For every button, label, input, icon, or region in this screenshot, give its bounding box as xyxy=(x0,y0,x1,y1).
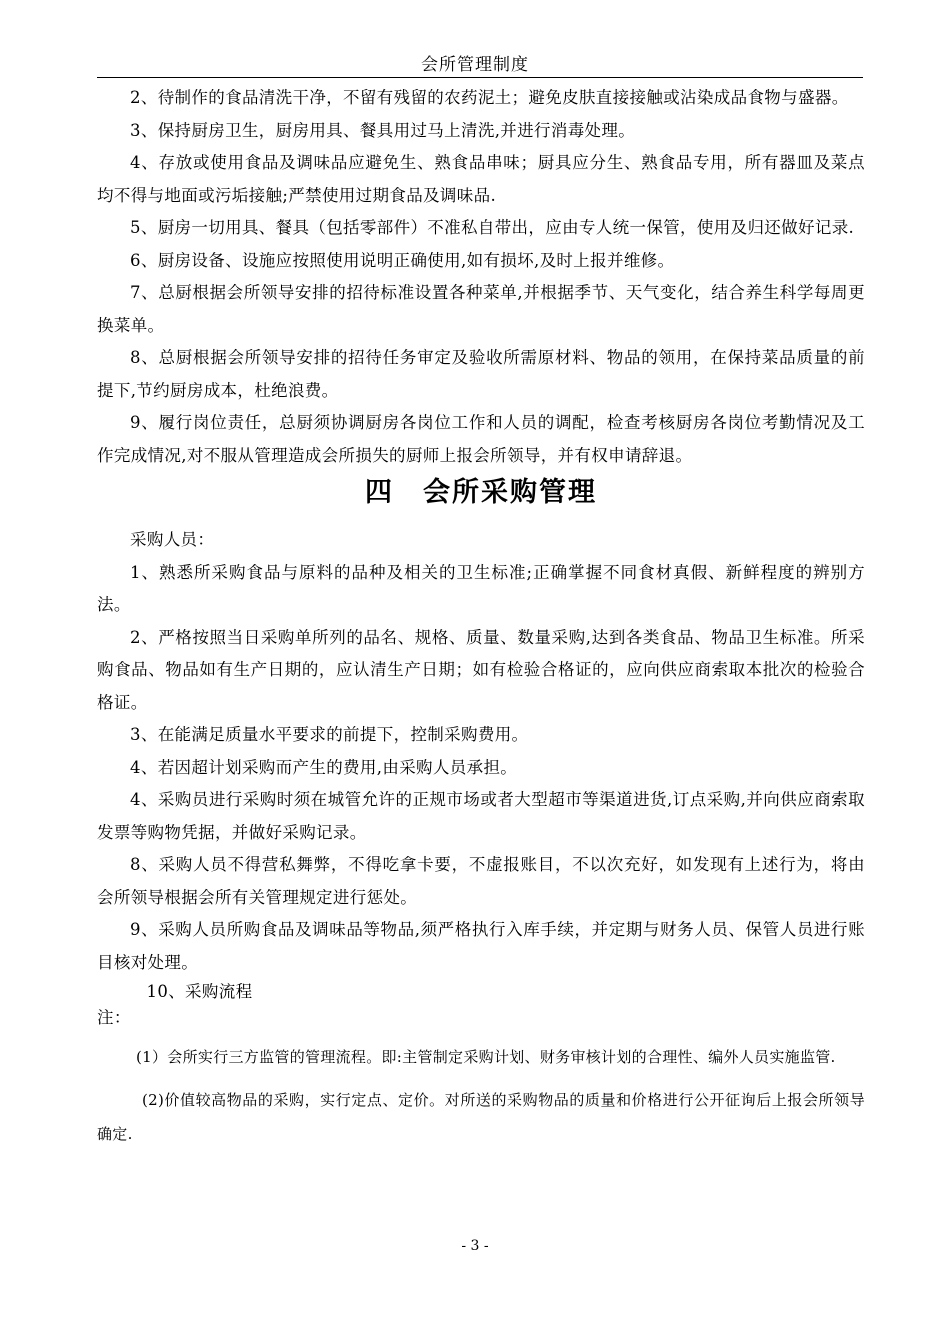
paragraph-item: 3、保持厨房卫生，厨房用具、餐具用过马上清洗,并进行消毒处理。 xyxy=(130,120,636,140)
paragraph-item: 2、严格按照当日采购单所列的品名、规格、质量、数量采购,达到各类食品、物品卫生标准。所采购食品、物品如有生产日期的，应认清生产日期；如有检验合格证的，应向供应商索取本批次的检验合格证。 xyxy=(97,627,865,712)
section-title: 四 会所采购管理 xyxy=(365,477,597,508)
paragraph-item: 8、总厨根据会所领导安排的招待任务审定及验收所需原材料、物品的领用，在保持菜品质量的前提下,节约厨房成本，杜绝浪费。 xyxy=(97,348,865,400)
paragraph-item: 9、履行岗位责任，总厨须协调厨房各岗位工作和人员的调配，检查考核厨房各岗位考勤情况及工作完成情况,对不服从管理造成会所损失的厨师上报会所领导，并有权申请辞退。 xyxy=(97,413,865,465)
paragraph-item: 5、厨房一切用具、餐具（包括零部件）不准私自带出，应由专人统一保管，使用及归还做好记录. xyxy=(130,218,855,237)
note-label: 注： xyxy=(97,1008,131,1027)
note-item-2: (2)价值较高物品的采购，实行定点、定价。对所送的采购物品的质量和价格进行公开征询后上报会所领导确定. xyxy=(97,1091,865,1143)
paragraph-item: 3、在能满足质量水平要求的前提下，控制采购费用。 xyxy=(130,725,529,744)
paragraph-item: 4、存放或使用食品及调味品应避免生、熟食品串味；厨具应分生、熟食品专用，所有器皿及菜点均不得与地面或污垢接触;严禁使用过期食品及调味品. xyxy=(97,153,865,205)
document-body xyxy=(97,82,865,1151)
paragraph-item: 8、采购人员不得营私舞弊，不得吃拿卡要，不虚报账目，不以次充好，如发现有上述行为，将由会所领导根据会所有关管理规定进行惩处。 xyxy=(97,855,865,907)
paragraph-item: 1、熟悉所采购食品与原料的品种及相关的卫生标准;正确掌握不同食材真假、新鲜程度的辨别方法。 xyxy=(97,562,865,614)
paragraph-item: 4、采购员进行采购时须在城管允许的正规市场或者大型超市等渠道进货,订点采购,并向供应商索取发票等购物凭据，并做好采购记录。 xyxy=(97,790,865,842)
page-number: - 3 - xyxy=(461,1238,489,1254)
paragraph-item: 2、待制作的食品清洗干净，不留有残留的农药泥土；避免皮肤直接接触或沾染成品食物与盛器。 xyxy=(130,88,849,107)
purchase-staff-label: 采购人员： xyxy=(130,530,215,549)
paragraph-item: 6、厨房设备、设施应按照使用说明正确使用,如有损坏,及时上报并维修。 xyxy=(130,250,675,270)
process-heading: 10、采购流程 xyxy=(146,982,253,1001)
header-title: 会所管理制度 xyxy=(421,55,529,75)
paragraph-item: 9、采购人员所购食品及调味品等物品,须严格执行入库手续，并定期与财务人员、保管人员进行账目核对处理。 xyxy=(97,920,865,972)
paragraph-item: 4、若因超计划采购而产生的费用,由采购人员承担。 xyxy=(130,757,518,777)
paragraph-item: 7、总厨根据会所领导安排的招待标准设置各种菜单,并根据季节、天气变化，结合养生科学每周更换菜单。 xyxy=(97,283,865,335)
header-divider xyxy=(97,77,863,78)
note-item-1: (1）会所实行三方监管的管理流程。即:主管制定采购计划、财务审核计划的合理性、编外人员实施监管. xyxy=(136,1048,836,1066)
